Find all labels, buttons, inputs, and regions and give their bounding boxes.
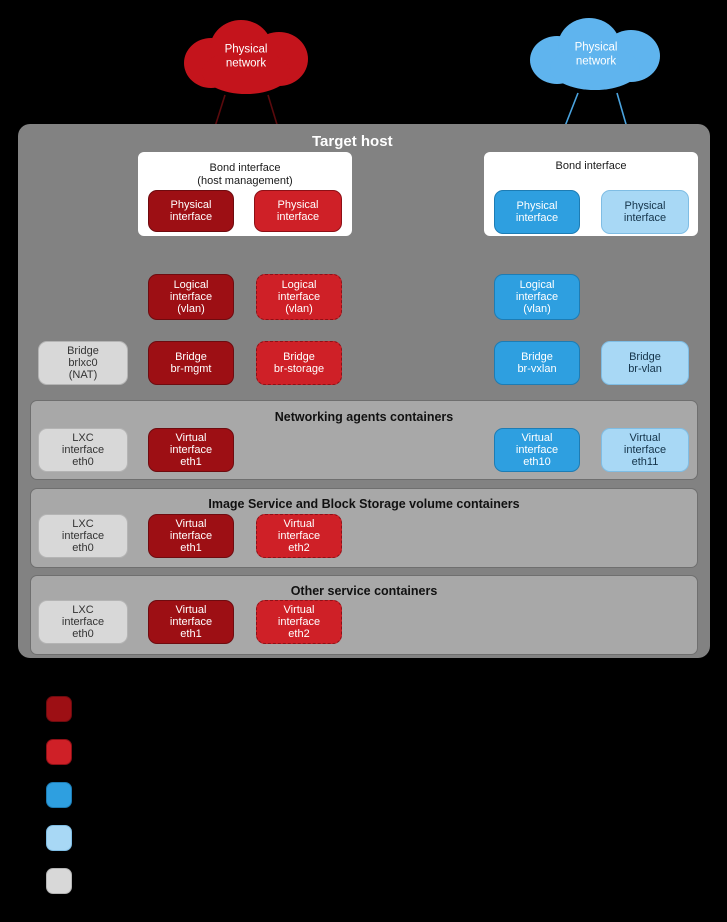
virtual-interface-eth1-agents[interactable]: Virtual interface eth1 (148, 428, 234, 472)
container-image-block-storage-title: Image Service and Block Storage volume containers (208, 497, 520, 511)
cloud-physical-network-left (174, 16, 318, 98)
virtual-interface-eth11-agents[interactable]: Virtual interface eth11 (601, 428, 689, 472)
physical-interface-left-2[interactable]: Physical interface (254, 190, 342, 232)
legend-swatch-grey (46, 868, 72, 894)
cloud-left-label-line1: Physical (224, 43, 268, 56)
bridge-brlxc0[interactable]: Bridge brlxc0 (NAT) (38, 341, 128, 385)
bond-left-title: Bond interface (host management) (197, 162, 293, 187)
container-other-services-title: Other service containers (290, 584, 438, 598)
lxc-interface-eth0-storage[interactable]: LXC interface eth0 (38, 514, 128, 558)
cloud-right-label-line2: network (575, 55, 617, 67)
legend-swatch-darkred (46, 696, 72, 722)
bridge-br-storage[interactable]: Bridge br-storage (256, 341, 342, 385)
legend-item-3 (46, 825, 86, 851)
physical-interface-left-1[interactable]: Physical interface (148, 190, 234, 232)
lxc-interface-eth0-other[interactable]: LXC interface eth0 (38, 600, 128, 644)
cloud-right-label-line1: Physical (574, 41, 618, 54)
cloud-left-label-line2: network (225, 57, 267, 69)
virtual-interface-eth2-other[interactable]: Virtual interface eth2 (256, 600, 342, 644)
virtual-interface-eth1-other[interactable]: Virtual interface eth1 (148, 600, 234, 644)
virtual-interface-eth2-storage[interactable]: Virtual interface eth2 (256, 514, 342, 558)
virtual-interface-eth1-storage[interactable]: Virtual interface eth1 (148, 514, 234, 558)
physical-interface-right-1[interactable]: Physical interface (494, 190, 580, 234)
bridge-br-vxlan[interactable]: Bridge br-vxlan (494, 341, 580, 385)
page-title: Target host (312, 133, 393, 150)
cloud-physical-network-right (524, 14, 668, 96)
legend-swatch-red (46, 739, 72, 765)
logical-interface-vlan-vxlan[interactable]: Logical interface (vlan) (494, 274, 580, 320)
legend-item-2 (46, 782, 86, 808)
legend-swatch-lightblue (46, 825, 72, 851)
legend-swatch-blue (46, 782, 72, 808)
legend-item-4 (46, 868, 86, 894)
logical-interface-vlan-storage[interactable]: Logical interface (vlan) (256, 274, 342, 320)
bond-right-title: Bond interface (555, 160, 627, 172)
legend-item-1 (46, 739, 86, 765)
container-networking-agents-title: Networking agents containers (274, 410, 454, 424)
legend-item-0 (46, 696, 86, 722)
bridge-br-mgmt[interactable]: Bridge br-mgmt (148, 341, 234, 385)
bridge-br-vlan[interactable]: Bridge br-vlan (601, 341, 689, 385)
lxc-interface-eth0-agents[interactable]: LXC interface eth0 (38, 428, 128, 472)
logical-interface-vlan-mgmt[interactable]: Logical interface (vlan) (148, 274, 234, 320)
physical-interface-right-2[interactable]: Physical interface (601, 190, 689, 234)
virtual-interface-eth10-agents[interactable]: Virtual interface eth10 (494, 428, 580, 472)
